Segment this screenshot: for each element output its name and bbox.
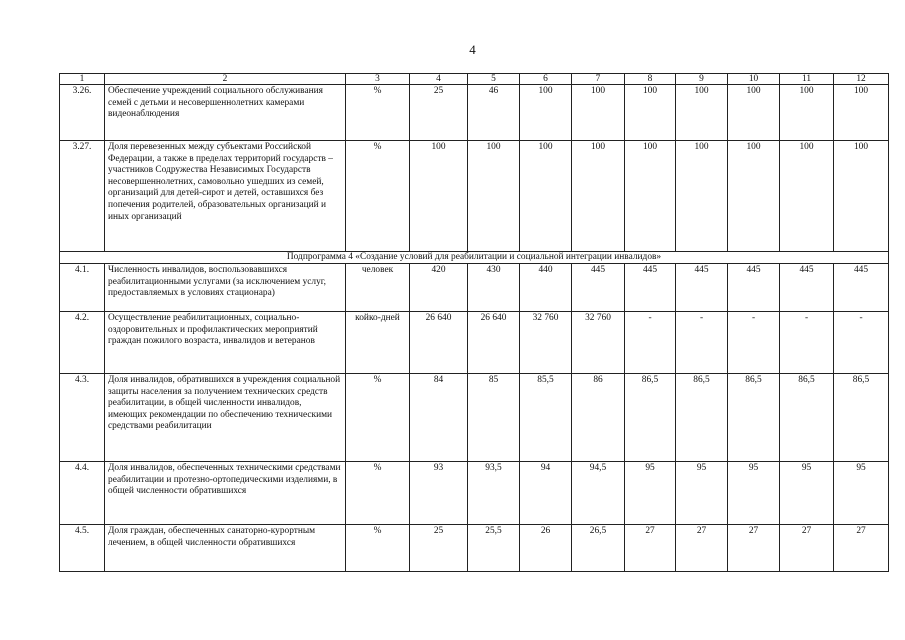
header-cell: 11 bbox=[780, 74, 834, 85]
value-cell: 86,5 bbox=[676, 374, 728, 462]
unit-cell: койко-дней bbox=[346, 312, 410, 374]
unit-cell: % bbox=[346, 374, 410, 462]
value-cell: 445 bbox=[625, 264, 676, 312]
value-cell: 95 bbox=[834, 462, 889, 525]
value-cell: 94 bbox=[520, 462, 572, 525]
column-number-row bbox=[60, 74, 889, 85]
value-cell: - bbox=[780, 312, 834, 374]
header-cell: 6 bbox=[520, 74, 572, 85]
value-cell: 445 bbox=[572, 264, 625, 312]
value-cell: 95 bbox=[625, 462, 676, 525]
value-cell: 26,5 bbox=[572, 525, 625, 572]
value-cell: 100 bbox=[676, 141, 728, 252]
value-cell: 100 bbox=[520, 85, 572, 141]
value-cell: 100 bbox=[780, 85, 834, 141]
value-cell: 27 bbox=[834, 525, 889, 572]
value-cell: 95 bbox=[780, 462, 834, 525]
indicator-name: Доля инвалидов, обеспеченных техническими средствами реабилитации и протезно-ортопедическими изделиями, в общей численности обратившихся bbox=[105, 462, 346, 525]
value-cell: 93,5 bbox=[468, 462, 520, 525]
unit-cell: % bbox=[346, 141, 410, 252]
row-number: 4.4. bbox=[60, 462, 105, 525]
indicator-name: Доля инвалидов, обратившихся в учреждения социальной защиты населения за получением технических средств реабилитации, в общей численности инвалидов, имеющих рекомендации по обеспечению техническими средствами реабилитации bbox=[105, 374, 346, 462]
subprogram-row bbox=[60, 252, 889, 264]
unit-cell: % bbox=[346, 525, 410, 572]
header-cell: 9 bbox=[676, 74, 728, 85]
unit-cell: человек bbox=[346, 264, 410, 312]
row-number: 4.5. bbox=[60, 525, 105, 572]
value-cell: 100 bbox=[834, 141, 889, 252]
value-cell: - bbox=[834, 312, 889, 374]
header-cell: 7 bbox=[572, 74, 625, 85]
table-row bbox=[60, 374, 889, 462]
row-number: 3.27. bbox=[60, 141, 105, 252]
value-cell: 32 760 bbox=[520, 312, 572, 374]
value-cell: 93 bbox=[410, 462, 468, 525]
value-cell: - bbox=[676, 312, 728, 374]
table-row bbox=[60, 264, 889, 312]
value-cell: 94,5 bbox=[572, 462, 625, 525]
value-cell: 25 bbox=[410, 525, 468, 572]
value-cell: 445 bbox=[728, 264, 780, 312]
value-cell: 86,5 bbox=[834, 374, 889, 462]
header-cell: 8 bbox=[625, 74, 676, 85]
value-cell: 85 bbox=[468, 374, 520, 462]
unit-cell: % bbox=[346, 85, 410, 141]
value-cell: 100 bbox=[780, 141, 834, 252]
value-cell: 100 bbox=[728, 141, 780, 252]
indicator-name: Доля граждан, обеспеченных санаторно-курортным лечением, в общей численности обратившихся bbox=[105, 525, 346, 572]
page-number: 4 bbox=[469, 42, 476, 57]
row-number: 4.3. bbox=[60, 374, 105, 462]
value-cell: - bbox=[728, 312, 780, 374]
value-cell: 25 bbox=[410, 85, 468, 141]
value-cell: 95 bbox=[676, 462, 728, 525]
indicators-table bbox=[59, 73, 889, 572]
header-cell: 3 bbox=[346, 74, 410, 85]
header-cell: 1 bbox=[60, 74, 105, 85]
value-cell: 86,5 bbox=[625, 374, 676, 462]
value-cell: 32 760 bbox=[572, 312, 625, 374]
value-cell: 100 bbox=[625, 85, 676, 141]
table-row bbox=[60, 525, 889, 572]
value-cell: 100 bbox=[728, 85, 780, 141]
value-cell: 100 bbox=[572, 85, 625, 141]
header-cell: 4 bbox=[410, 74, 468, 85]
subprogram-title: Подпрограмма 4 «Создание условий для реабилитации и социальной интеграции инвалидов» bbox=[60, 252, 889, 264]
value-cell: 100 bbox=[834, 85, 889, 141]
value-cell: 100 bbox=[468, 141, 520, 252]
value-cell: 85,5 bbox=[520, 374, 572, 462]
value-cell: 100 bbox=[572, 141, 625, 252]
row-number: 3.26. bbox=[60, 85, 105, 141]
value-cell: 86 bbox=[572, 374, 625, 462]
table-row bbox=[60, 312, 889, 374]
indicator-name: Доля перевезенных между субъектами Российской Федерации, а также в пределах территорий государств – участников Содружества Независимых Государств несовершеннолетних, самовольно ушедших из семей, организаций для детей-сирот и детей, оставшихся без попечения родителей, образовательных организаций и иных организаций bbox=[105, 141, 346, 252]
header-cell: 2 bbox=[105, 74, 346, 85]
value-cell: 100 bbox=[625, 141, 676, 252]
value-cell: 445 bbox=[676, 264, 728, 312]
value-cell: 100 bbox=[676, 85, 728, 141]
value-cell: 84 bbox=[410, 374, 468, 462]
indicator-name: Численность инвалидов, воспользовавшихся реабилитационными услугами (за исключением услуг, предоставляемых в условиях стационара) bbox=[105, 264, 346, 312]
value-cell: 26 640 bbox=[410, 312, 468, 374]
header-cell: 12 bbox=[834, 74, 889, 85]
value-cell: 27 bbox=[625, 525, 676, 572]
indicator-name: Обеспечение учреждений социального обслуживания семей с детьми и несовершеннолетних камерами видеонаблюдения bbox=[105, 85, 346, 141]
value-cell: 440 bbox=[520, 264, 572, 312]
value-cell: 95 bbox=[728, 462, 780, 525]
value-cell: 445 bbox=[834, 264, 889, 312]
table-row bbox=[60, 141, 889, 252]
row-number: 4.2. bbox=[60, 312, 105, 374]
value-cell: 100 bbox=[410, 141, 468, 252]
value-cell: 445 bbox=[780, 264, 834, 312]
value-cell: 430 bbox=[468, 264, 520, 312]
row-number: 4.1. bbox=[60, 264, 105, 312]
value-cell: 27 bbox=[676, 525, 728, 572]
table-row bbox=[60, 85, 889, 141]
header-cell: 10 bbox=[728, 74, 780, 85]
value-cell: 27 bbox=[728, 525, 780, 572]
value-cell: 26 640 bbox=[468, 312, 520, 374]
value-cell: 86,5 bbox=[728, 374, 780, 462]
value-cell: 100 bbox=[520, 141, 572, 252]
header-cell: 5 bbox=[468, 74, 520, 85]
value-cell: 25,5 bbox=[468, 525, 520, 572]
value-cell: 86,5 bbox=[780, 374, 834, 462]
indicator-name: Осуществление реабилитационных, социально-оздоровительных и профилактических мероприятий граждан пожилого возраста, инвалидов и ветеранов bbox=[105, 312, 346, 374]
value-cell: 26 bbox=[520, 525, 572, 572]
value-cell: 27 bbox=[780, 525, 834, 572]
value-cell: 420 bbox=[410, 264, 468, 312]
unit-cell: % bbox=[346, 462, 410, 525]
value-cell: 46 bbox=[468, 85, 520, 141]
table-row bbox=[60, 462, 889, 525]
value-cell: - bbox=[625, 312, 676, 374]
